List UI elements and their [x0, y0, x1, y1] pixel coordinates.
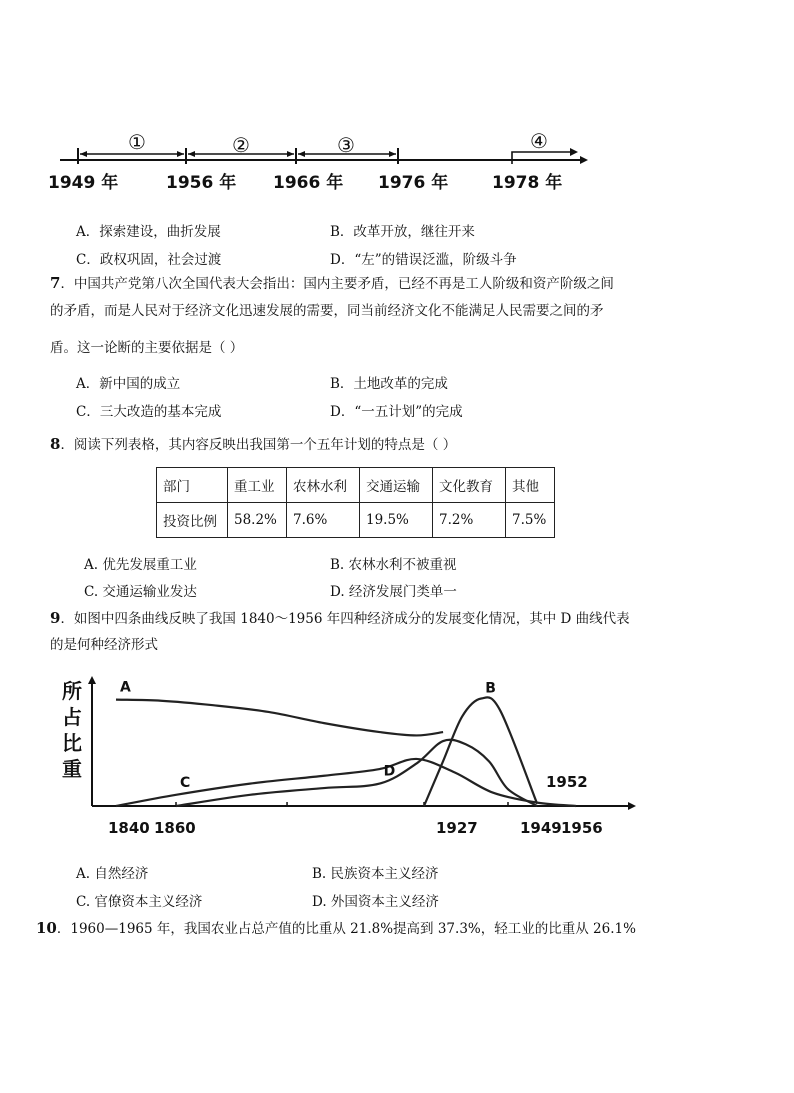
q9-option-c[interactable]: C. 官僚资本主义经济 [76, 894, 203, 910]
table-cell: 重工业 [228, 468, 287, 503]
q7-option-b[interactable]: B．土地改革的完成 [330, 376, 448, 392]
q8-option-c[interactable]: C. 交通运输业发达 [84, 584, 197, 600]
x-tick-1927: 1927 [436, 819, 478, 837]
ylabel-char: 占 [62, 705, 82, 729]
table-row [157, 503, 555, 538]
table-cell: 部门 [157, 468, 228, 503]
q7-stem-line1 [50, 273, 614, 294]
q6-option-a[interactable]: A．探索建设，曲折发展 [76, 224, 221, 240]
q6-option-b[interactable]: B．改革开放，继往开来 [330, 224, 475, 240]
table-cell: 19.5% [360, 503, 433, 538]
year-1966: 1966 年 [273, 173, 344, 193]
q7-line1: ．中国共产党第八次全国代表大会指出：国内主要矛盾，已经不再是工人阶级和资产阶级之间 [60, 276, 614, 292]
series-b-line [424, 697, 537, 806]
q8-option-a[interactable]: A. 优先发展重工业 [84, 557, 197, 573]
series-b-label: B [485, 680, 496, 697]
x-tick-1860: 1860 [154, 819, 196, 837]
year-1976: 1976 年 [378, 173, 449, 193]
q8-option-b[interactable]: B. 农林水利不被重视 [330, 557, 457, 573]
investment-table [156, 467, 555, 538]
x-tick-1949: 1949 [520, 819, 562, 837]
table-cell: 文化教育 [433, 468, 506, 503]
q6-option-c[interactable]: C．政权巩固，社会过渡 [76, 252, 222, 268]
q10-number: 10 [36, 919, 57, 937]
table-cell: 投资比例 [157, 503, 228, 538]
segment-label-4: ④ [530, 129, 548, 153]
table-cell: 农林水利 [287, 468, 360, 503]
q9-option-d[interactable]: D. 外国资本主义经济 [312, 894, 439, 910]
q7-option-c[interactable]: C．三大改造的基本完成 [76, 404, 222, 420]
q8-stem-text: ．阅读下列表格，其内容反映出我国第一个五年计划的特点是（ ） [60, 437, 457, 453]
q7-option-d[interactable]: D．“一五计划”的完成 [330, 404, 463, 420]
table-header-row [157, 468, 555, 503]
q8-stem [50, 434, 456, 455]
year-1956: 1956 年 [166, 173, 237, 193]
segment-label-2: ② [232, 133, 250, 157]
q7-stem-line3: 盾。这一论断的主要依据是（ ） [50, 340, 244, 356]
ylabel-char: 所 [62, 679, 82, 703]
segment-label-1: ① [128, 130, 146, 154]
q10-text: ．1960—1965 年，我国农业占总产值的比重从 21.8%提高到 37.3%，轻工业的比重从 26.1% [56, 921, 636, 937]
q8-option-d[interactable]: D. 经济发展门类单一 [330, 584, 457, 600]
x-axis-arrowhead [628, 802, 636, 810]
q7-option-a[interactable]: A．新中国的成立 [76, 376, 181, 392]
year-1949: 1949 年 [48, 173, 119, 193]
series-c-label: C [180, 774, 191, 791]
q9-line1: ．如图中四条曲线反映了我国 1840～1956 年四种经济成分的发展变化情况，其中 D 曲线代表 [60, 611, 630, 627]
q7-number: 7 [50, 274, 61, 292]
ylabel-char: 比 [62, 731, 82, 755]
q10-stem [36, 918, 636, 939]
series-d-label: D [383, 763, 396, 780]
table-cell: 其他 [506, 468, 555, 503]
table-cell: 7.2% [433, 503, 506, 538]
q9-number: 9 [50, 609, 61, 627]
segment-4-arrow [512, 152, 570, 164]
table-cell: 7.5% [506, 503, 555, 538]
year-1978: 1978 年 [492, 173, 563, 193]
q9-option-a[interactable]: A. 自然经济 [76, 866, 149, 882]
q9-stem-line2: 的是何种经济形式 [50, 637, 158, 653]
timeline-arrowhead [580, 156, 588, 164]
annotation-1952: 1952 [546, 773, 588, 791]
segment-label-3: ③ [337, 133, 355, 157]
q6-option-d[interactable]: D．“左”的错误泛滥，阶级斗争 [330, 252, 517, 268]
table-cell: 7.6% [287, 503, 360, 538]
ylabel-char: 重 [62, 757, 82, 781]
q9-stem-line1 [50, 608, 630, 629]
q8-number: 8 [50, 435, 61, 453]
table-cell: 58.2% [228, 503, 287, 538]
q9-option-b[interactable]: B. 民族资本主义经济 [312, 866, 439, 882]
x-tick-1840: 1840 [108, 819, 150, 837]
series-a-line [116, 700, 443, 736]
series-a-label: A [120, 679, 131, 696]
x-tick-1956: 1956 [561, 819, 603, 837]
y-axis-arrowhead [88, 676, 96, 684]
q7-stem-line2: 的矛盾，而是人民对于经济文化迅速发展的需要，同当前经济文化不能满足人民需要之间的矛 [50, 303, 604, 319]
table-cell: 交通运输 [360, 468, 433, 503]
